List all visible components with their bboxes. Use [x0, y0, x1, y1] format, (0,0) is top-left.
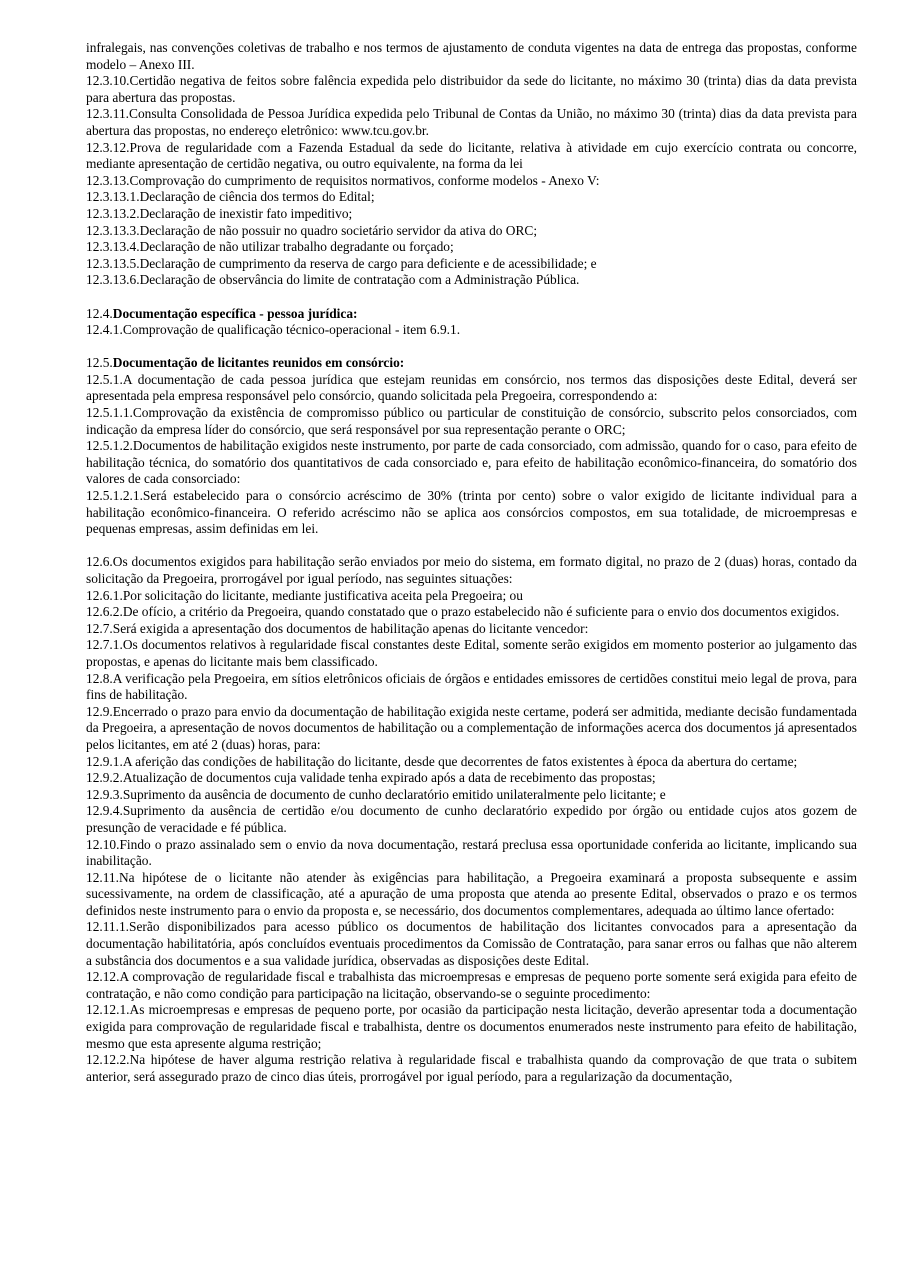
- paragraph: 12.3.13.3.Declaração de não possuir no quadro societário servidor da ativa do ORC;: [86, 222, 538, 238]
- section-number: 12.5.: [86, 355, 113, 371]
- spacer: [86, 538, 857, 555]
- paragraph: 12.4.1.Comprovação de qualificação técnico-operacional - item 6.9.1.: [86, 322, 461, 338]
- paragraph: 12.9.3.Suprimento da ausência de documento de cunho declaratório emitido unilateralmente pelo licitante; e: [86, 786, 666, 802]
- paragraph: 12.12.2.Na hipótese de haver alguma restrição relativa à regularidade fiscal e trabalhista quando da comprovação de que trata o subitem anterior, será assegurado prazo de cinco dias úteis, prorrogável por igual período, para a regularização da documentação,: [86, 1052, 857, 1084]
- paragraph: 12.3.11.Consulta Consolidada de Pessoa Jurídica expedida pelo Tribunal de Contas da União, no máximo 30 (trinta) dias da data prevista para abertura das propostas, no endereço eletrônico: www.tcu.gov.br.: [86, 106, 857, 138]
- section-number: 12.4.: [86, 305, 113, 321]
- paragraph: 12.9.2.Atualização de documentos cuja validade tenha expirado após a data de recebimento das propostas;: [86, 770, 656, 786]
- paragraph: 12.3.13.1.Declaração de ciência dos termos do Edital;: [86, 189, 375, 205]
- spacer: [86, 339, 857, 356]
- paragraph: infralegais, nas convenções coletivas de trabalho e nos termos de ajustamento de conduta vigentes na data de entrega das propostas, conforme modelo – Anexo III.: [86, 40, 857, 72]
- paragraph: 12.12.A comprovação de regularidade fiscal e trabalhista das microempresas e empresas de pequeno porte somente será exigida para efeito de contratação, e não como condição para participação na licitação, observando-se o seguinte procedimento:: [86, 969, 857, 1001]
- section-title: Documentação de licitantes reunidos em consórcio:: [112, 355, 405, 371]
- block-12-5: [86, 355, 857, 538]
- section-title: Documentação específica - pessoa jurídica:: [112, 305, 358, 321]
- paragraph: 12.7.Será exigida a apresentação dos documentos de habilitação apenas do licitante vencedor:: [86, 620, 589, 636]
- paragraph: 12.12.1.As microempresas e empresas de pequeno porte, por ocasião da participação nesta licitação, deverão apresentar toda a documentação exigida para comprovação de regularidade fiscal e trabalhista, dentre os documentos enumerados neste instrumento para efeito de habilitação, mesmo que esta apresente alguma restrição;: [86, 1002, 857, 1051]
- paragraph: 12.9.1.A aferição das condições de habilitação do licitante, desde que decorrentes de fatos existentes à época da abertura do certame;: [86, 753, 798, 769]
- paragraph: 12.11.Na hipótese de o licitante não atender às exigências para habilitação, a Pregoeira examinará a proposta subsequente e assim sucessivamente, na ordem de classificação, até a apuração de uma proposta que atenda ao presente Edital, observados o prazo e os termos definidos neste instrumento para o envio da proposta e, se necessário, dos documentos complementares, adequada ao último lance ofertado:: [86, 869, 857, 918]
- paragraph: 12.3.13.Comprovação do cumprimento de requisitos normativos, conforme modelos - Anexo V:: [86, 172, 600, 188]
- paragraph: 12.9.4.Suprimento da ausência de certidão e/ou documento de cunho declaratório expedido por órgão ou entidade cujos atos gozem de presunção de veracidade e fé pública.: [86, 803, 857, 835]
- paragraph: 12.6.2.De ofício, a critério da Pregoeira, quando constatado que o prazo estabelecido não é suficiente para o envio dos documentos exigidos.: [86, 604, 840, 620]
- paragraph: 12.6.Os documentos exigidos para habilitação serão enviados por meio do sistema, em formato digital, no prazo de 2 (duas) horas, contado da solicitação da Pregoeira, prorrogável por igual período, nas seguintes situações:: [86, 554, 857, 586]
- paragraph: 12.10.Findo o prazo assinalado sem o envio da nova documentação, restará preclusa essa oportunidade conferida ao licitante, implicando sua inabilitação.: [86, 836, 857, 869]
- block-12-4: [86, 306, 857, 339]
- paragraph: 12.9.Encerrado o prazo para envio da documentação de habilitação exigida neste certame, poderá ser admitida, mediante decisão fundamentada da Pregoeira, a apresentação de novos documentos de habilitação ou a complementação de informações acerca dos documentos já apresentados pelos licitantes, em até 2 (duas) horas, para:: [86, 703, 857, 752]
- paragraph: 12.5.1.1.Comprovação da existência de compromisso público ou particular de constituição de consórcio, subscrito pelos consorciados, com indicação da empresa líder do consórcio, que será responsável por sua representação perante o ORC;: [86, 405, 857, 437]
- paragraph: 12.5.1.2.1.Será estabelecido para o consórcio acréscimo de 30% (trinta por cento) sobre o valor exigido de licitante individual para a habilitação econômico-financeira. O referido acréscimo não se aplica aos consórcios compostos, em sua totalidade, de microempresas e pequenas empresas, assim definidas em lei.: [86, 488, 857, 537]
- block-12-6-onwards: [86, 554, 857, 1085]
- paragraph: 12.3.10.Certidão negativa de feitos sobre falência expedida pelo distribuidor da sede do licitante, no máximo 30 (trinta) dias da data prevista para abertura das propostas.: [86, 73, 857, 105]
- spacer: [86, 289, 857, 306]
- paragraph: 12.5.1.2.Documentos de habilitação exigidos neste instrumento, por parte de cada consorciado, com admissão, quando for o caso, para efeito de habilitação técnica, do somatório dos quantitativos de cada consorciado e, para efeito de habilitação econômico-financeira, do somatório dos valores de cada consorciado:: [86, 438, 857, 487]
- section-heading: [86, 355, 857, 372]
- paragraph: 12.3.13.4.Declaração de não utilizar trabalho degradante ou forçado;: [86, 239, 454, 255]
- paragraph: 12.8.A verificação pela Pregoeira, em sítios eletrônicos oficiais de órgãos e entidades emissores de certidões constitui meio legal de prova, para fins de habilitação.: [86, 670, 857, 703]
- paragraph: 12.3.13.5.Declaração de cumprimento da reserva de cargo para deficiente e de acessibilidade; e: [86, 255, 597, 271]
- paragraph: 12.3.13.2.Declaração de inexistir fato impeditivo;: [86, 205, 353, 221]
- paragraph: 12.3.13.6.Declaração de observância do limite de contratação com a Administração Pública.: [86, 272, 580, 288]
- paragraph: 12.6.1.Por solicitação do licitante, mediante justificativa aceita pela Pregoeira; ou: [86, 587, 523, 603]
- section-heading: [86, 306, 857, 323]
- paragraph: 12.11.1.Serão disponibilizados para acesso público os documentos de habilitação dos licitantes convocados para a apresentação da documentação habilitatória, após concluídos eventuais procedimentos da Comissão de Contratação, para sanar erros ou falhas que não alterem a substância dos documentos e a sua validade jurídica, observadas as disposições deste Edital.: [86, 919, 857, 968]
- paragraph: 12.5.1.A documentação de cada pessoa jurídica que estejam reunidas em consórcio, nos termos das disposições deste Edital, deverá ser apresentada pela empresa responsável pelo consórcio, quando solicitada pela Pregoeira, correspondendo a:: [86, 371, 857, 404]
- block-12-3: [86, 40, 857, 289]
- paragraph: 12.3.12.Prova de regularidade com a Fazenda Estadual da sede do licitante, relativa à atividade em cujo exercício contrata ou concorre, mediante apresentação de certidão negativa, ou outro equivalente, na forma da lei: [86, 139, 857, 172]
- paragraph: 12.7.1.Os documentos relativos à regularidade fiscal constantes deste Edital, somente serão exigidos em momento posterior ao julgamento das propostas, e apenas do licitante mais bem classificado.: [86, 637, 857, 669]
